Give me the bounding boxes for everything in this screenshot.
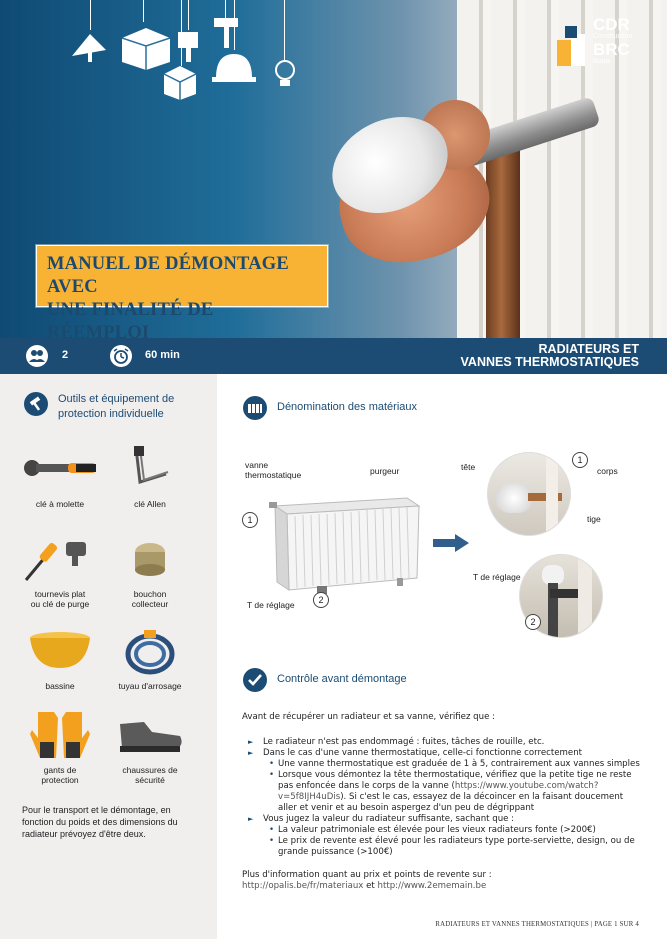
duration: 60 min xyxy=(145,349,180,361)
hose-icon xyxy=(100,624,200,679)
more-info xyxy=(242,870,644,892)
tool-allen-key xyxy=(100,442,200,509)
label-thermostatic-valve: vanne thermostatique xyxy=(245,460,302,480)
detail-head-circle xyxy=(487,452,571,536)
page-footer: RADIATEURS ET VANNES THERMOSTATIQUES | PAGE 1 SUR 4 xyxy=(435,921,639,928)
cdr-brc-logo xyxy=(555,16,650,76)
basin-icon xyxy=(10,624,110,679)
label-stem: tige xyxy=(587,514,601,524)
tool-label: tuyau d'arrosage xyxy=(118,681,182,691)
subject-title-line2: VANNES THERMOSTATIQUES xyxy=(460,355,639,369)
subject-title xyxy=(461,343,639,369)
number-2-right: 2 xyxy=(525,614,541,630)
hanging-bulb-icon xyxy=(272,58,298,92)
main-content xyxy=(217,374,667,939)
checkmark-icon xyxy=(243,668,267,692)
number-1-right: 1 xyxy=(572,452,588,468)
allen-key-icon xyxy=(100,442,200,497)
control-intro: Avant de récupérer un radiateur et sa vanne, vérifiez que : xyxy=(242,712,496,722)
list-item: ► Vous jugez la valeur du radiateur suffisante, sachant que : xyxy=(242,814,644,825)
tool-wrench xyxy=(10,442,110,509)
hero-pipe xyxy=(486,150,520,338)
label-body: corps xyxy=(597,466,618,476)
label-bleeder: purgeur xyxy=(370,466,400,476)
persons-icon xyxy=(26,345,48,367)
control-header xyxy=(243,668,543,694)
label-head: tête xyxy=(461,462,476,472)
list-item: ► Dans le cas d'une vanne thermostatique, celle-ci fonctionne correctement xyxy=(242,748,644,759)
logo-brc: BRC xyxy=(593,40,630,59)
opalis-link[interactable]: http://opalis.be/fr/materiaux xyxy=(242,881,364,891)
page-title-line2: UNE FINALITÉ DE RÉEMPLOI xyxy=(47,300,214,338)
tool-basin xyxy=(10,624,110,691)
tools-title-line2: protection individuelle xyxy=(58,408,164,420)
radiator-drawing xyxy=(257,486,427,596)
transport-note: Pour le transport et le démontage, en fonction du poids et des dimensions du radiateur prévoyez d'être deux. xyxy=(22,805,178,839)
tool-cap xyxy=(100,532,200,609)
label-t-regulation-right: T de réglage xyxy=(473,572,521,582)
tool-label: gants de protection xyxy=(41,765,79,785)
2ememain-link[interactable]: http://www.2ememain.be xyxy=(377,881,487,891)
denomination-header xyxy=(243,396,543,422)
denomination-title: Dénomination des matériaux xyxy=(277,401,418,413)
youtube-link[interactable]: https://www.youtube.com/watch?v=5f8IJH4uDis xyxy=(278,781,599,802)
more-info-text: Plus d'information quant au prix et points de revente sur : xyxy=(242,870,492,880)
tool-shoes xyxy=(100,708,200,785)
tool-label: chaussures de sécurité xyxy=(122,765,178,785)
label-t-regulation-left: T de réglage xyxy=(247,600,295,610)
logo-construction: Construction xyxy=(593,33,633,40)
hammer-icon xyxy=(24,392,48,416)
hanging-hammer-icon xyxy=(212,16,242,50)
page-title-line1: MANUEL DE DÉMONTAGE AVEC xyxy=(47,254,289,297)
logo-bouw: Bouw xyxy=(593,58,611,65)
tools-title-line1: Outils et équipement de xyxy=(58,393,175,405)
tools-section-title xyxy=(58,392,174,422)
control-content xyxy=(242,712,644,892)
list-item: ► Le radiateur n'est pas endommagé : fuites, tâches de rouille, etc. xyxy=(242,737,644,748)
tools-section-header xyxy=(24,392,204,424)
screwdriver-icon xyxy=(10,532,110,587)
page-title xyxy=(36,245,328,338)
hanging-icons xyxy=(50,0,310,110)
list-item xyxy=(242,770,644,814)
tool-label: clé Allen xyxy=(134,499,166,509)
persons-count: 2 xyxy=(62,349,69,361)
tool-label: bouchon collecteur xyxy=(131,589,169,609)
radiator-icon xyxy=(243,396,267,420)
hero-banner xyxy=(0,0,667,338)
info-bar xyxy=(0,338,667,374)
hanging-trowel-icon xyxy=(68,26,112,66)
hanging-helmet-icon xyxy=(210,48,258,88)
cap-icon xyxy=(100,532,200,587)
gloves-icon xyxy=(10,708,110,763)
number-2-left: 2 xyxy=(313,592,329,608)
tool-label: bassine xyxy=(45,681,75,691)
logo-mark-icon xyxy=(555,24,587,68)
tool-screwdriver xyxy=(10,532,110,609)
tool-label: clé à molette xyxy=(35,499,85,509)
subject-title-line1: RADIATEURS ET xyxy=(538,342,639,356)
materials-diagram xyxy=(237,444,657,644)
control-title: Contrôle avant démontage xyxy=(277,673,407,685)
number-1-left: 1 xyxy=(242,512,258,528)
list-item-text: ). Si c'est le cas, essayez de la décoincer en la faisant doucement aller et venir et au besoin aspergez d'un peu de dégrippant xyxy=(278,792,624,813)
list-item: • Le prix de revente est élevé pour les radiateurs type porte-serviette, design, ou de grande puissance (>100€) xyxy=(242,836,644,858)
tool-gloves xyxy=(10,708,110,785)
shoes-icon xyxy=(100,708,200,763)
arrow-right-icon xyxy=(433,534,469,552)
logo-cdr: CDR xyxy=(593,15,630,34)
control-list xyxy=(242,737,644,858)
hanging-cardboard-icon xyxy=(158,62,202,102)
list-item: • La valeur patrimoniale est élevée pour les vieux radiateurs fonte (>200€) xyxy=(242,825,644,836)
list-item-text: Lorsque vous démontez la tête thermostatique, vérifiez que la petite tige ne reste pas enfoncée dans le corps de la vanne ( xyxy=(278,770,632,791)
tool-hose xyxy=(100,624,200,691)
wrench-icon xyxy=(10,442,110,497)
tools-sidebar xyxy=(0,374,217,939)
alarm-clock-icon xyxy=(110,345,132,367)
hanging-spatula-icon xyxy=(174,28,204,66)
link-separator: et xyxy=(363,881,378,891)
list-item: • Une vanne thermostatique est graduée de 1 à 5, contrairement aux vannes simples xyxy=(242,759,644,770)
tool-label: tournevis plat ou clé de purge xyxy=(30,589,90,609)
